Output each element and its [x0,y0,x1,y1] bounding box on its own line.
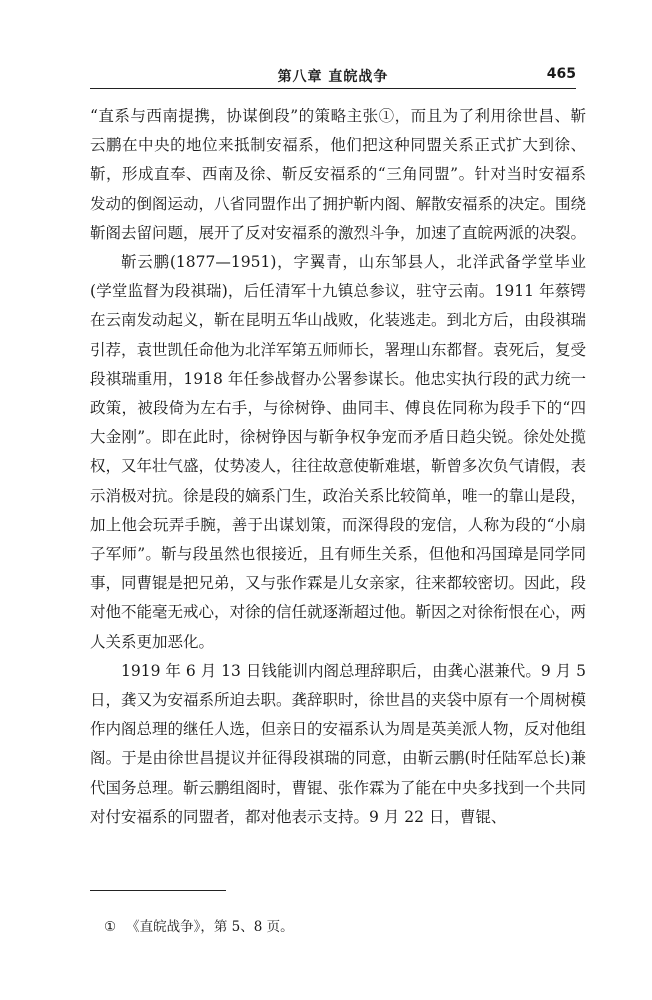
paragraph-cabinet-1919: 1919 年 6 月 13 日钱能训内阁总理辞职后，由龚心湛兼代。9 月 5 日，龚又为安福系所迫去职。龚辞职时，徐世昌的夹袋中原有一个周树模作内阁总理的继任人选，但亲日的安福系认为周是英美派人物，反对他组阁。于是由徐世昌提议并征得段祺瑞的同意，由靳云鹏(时任陆军总长)兼代国务总理。靳云鹏组阁时，曹锟、张作霖为了能在中央多找到一个共同对付安福系的同盟者，都对他表示支持。9 月 22 日，曹锟、 [90,661,587,826]
chapter-title: 第八章 直皖战争 [277,69,389,85]
footnote-divider [90,890,226,891]
running-header [90,66,576,89]
paragraph-continued: “直系与西南提携，协谋倒段”的策略主张①，而且为了利用徐世昌、靳云鹏在中央的地位来抵制安福系，他们把这种同盟关系正式扩大到徐、靳，形成直奉、西南及徐、靳反安福系的“三角同盟”。针对当时安福系发动的倒阁运动，八省同盟作出了拥护靳内阁、解散安福系的决定。围绕靳阁去留问题，展开了反对安福系的激烈斗争，加速了直皖两派的决裂。 [90,107,587,242]
footnote [104,915,294,935]
footnote-text: 《直皖战争》，第 5、8 页。 [126,919,294,935]
paragraph-jin-yunpeng-bio: 靳云鹏(1877—1951)，字翼青，山东邹县人，北洋武备学堂毕业(学堂监督为段祺瑞)，后任清军十九镇总参议，驻守云南。1911 年蔡锷在云南发动起义，靳在昆明五华山战败，化装逃走。到北方后，由段祺瑞引荐，袁世凯任命他为北洋军第五师师长，署理山东都督。袁死后，复受段祺瑞重用，1918 年任参战督办公署参谋长。他忠实执行段的武力统一政策，被段倚为左右手，与徐树铮、曲同丰、傅良佐同称为段手下的“四大金刚”。即在此时，徐树铮因与靳争权争宠而矛盾日趋尖锐。徐处处揽权，又年壮气盛，仗势凌人，往往故意使靳难堪，靳曾多次负气请假，表示消极对抗。徐是段的嫡系门生，政治关系比较简单，唯一的靠山是段，加上他会玩弄手腕，善于出谋划策，而深得段的宠信，人称为段的“小扇子军师”。靳与段虽然也很接近，且有师生关系，但他和冯国璋是同学同事，同曹锟是把兄弟，又与张作霖是儿女亲家，往来都较密切。因此，段对他不能毫无戒心，对徐的信任就逐渐超过他。靳因之对徐衔恨在心，两人关系更加恶化。 [90,253,587,651]
footnote-marker: ① [104,919,117,935]
body-text [90,102,586,832]
page-number: 465 [546,66,576,82]
